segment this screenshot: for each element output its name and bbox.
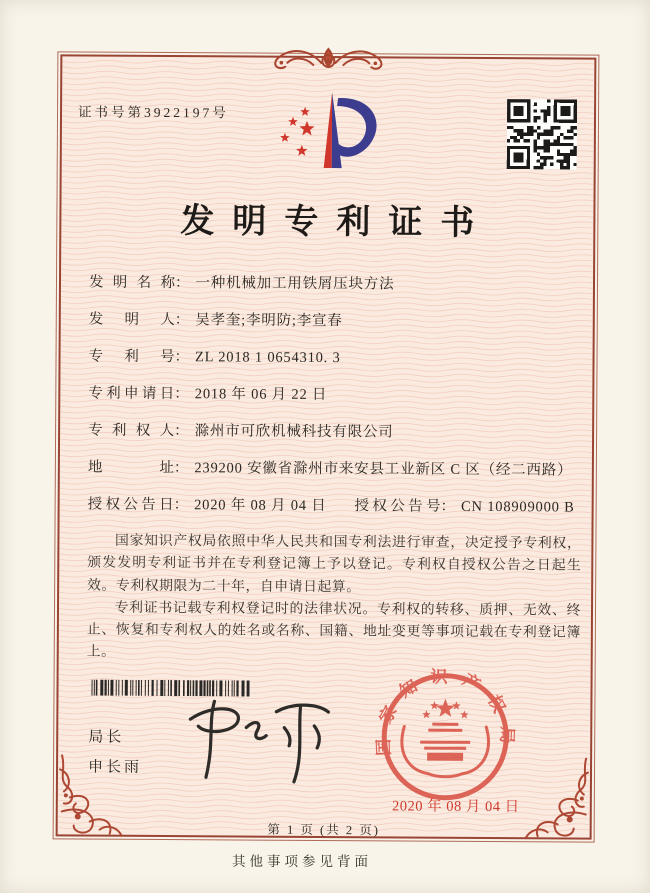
- field-value: ZL 2018 1 0654310. 3: [194, 349, 341, 367]
- field-label: 专利号: [88, 348, 175, 366]
- field-value: 一种机械加工用铁屑压块方法: [195, 275, 395, 293]
- field-label: 专利权人: [88, 422, 175, 440]
- field-row: [88, 419, 584, 443]
- officer-name: 申长雨: [87, 759, 143, 776]
- body-paragraph: 国家知识产权局依照中华人民共和国专利法进行审查，决定授予专利权，颁发发明专利证书并在专利登记簿上予以登记。专利权自授权公告之日起生效。专利权期限为二十年，自申请日起算。: [87, 532, 582, 594]
- field-value: CN 108909000 B: [461, 498, 575, 516]
- field-label: 发明名称: [88, 274, 176, 292]
- seal-ring-text: 国家知识产权局: [373, 667, 517, 758]
- field-colon: ：: [173, 460, 189, 477]
- field-row: [88, 345, 584, 369]
- field-colon: ：: [174, 349, 190, 366]
- field-list: [88, 271, 585, 517]
- field-value: 滁州市可欣机械科技有限公司: [194, 423, 394, 441]
- certificate-border-frame: [56, 54, 597, 839]
- signature-handwriting: [176, 685, 347, 798]
- field-value: 239200 安徽省滁州市来安县工业新区 C 区（经二西路）: [194, 460, 573, 479]
- field-label: 授权公告日: [87, 496, 174, 514]
- field-label: 发明人: [88, 311, 175, 329]
- certificate-title: 发明专利证书: [180, 203, 493, 243]
- certificate-number: 证书号第3922197号: [77, 104, 229, 121]
- qr-code: [507, 99, 577, 169]
- field-colon: ：: [174, 312, 190, 329]
- page-number: 第 1 页 (共 2 页): [267, 822, 380, 838]
- field-colon: ：: [440, 498, 456, 515]
- field-row: [88, 382, 584, 406]
- field-row: [88, 456, 584, 480]
- back-side-note: 其他事项参见背面: [232, 854, 372, 869]
- field-colon: ：: [174, 386, 189, 403]
- field-value: 吴孝奎;李明防;李宣春: [195, 312, 343, 330]
- field-row: [88, 493, 584, 517]
- officer-title: 局长: [88, 729, 125, 746]
- officer-block: [88, 723, 142, 783]
- cnipa-logo-icon: [268, 84, 393, 179]
- field-row: [89, 308, 585, 332]
- field-value: 2020 年 08 月 04 日: [194, 497, 327, 515]
- field-label: 地址: [87, 459, 174, 477]
- legal-paragraphs: [87, 530, 582, 667]
- seal-emblem-stars: [422, 699, 469, 719]
- field-label: 授权公告号: [354, 498, 441, 515]
- top-crest-ornament: [261, 41, 395, 78]
- field-row: [89, 271, 585, 295]
- field-colon: ：: [174, 275, 190, 292]
- field-colon: ：: [174, 423, 189, 440]
- body-paragraph: 专利证书记载专利权登记时的法律状况。专利权的转移、质押、无效、终止、恢复和专利权人的姓名或名称、国籍、地址变更等事项记载在专利登记簿上。: [86, 599, 582, 660]
- official-seal: [370, 664, 521, 815]
- seal-emblem-gate: [420, 723, 470, 761]
- certificate-content: [87, 271, 585, 667]
- field-label: 专利申请日: [88, 385, 175, 403]
- seal-date: 2020 年 08 月 04 日: [391, 798, 520, 816]
- field-value: 2018 年 06 月 22 日: [194, 386, 328, 404]
- field-colon: ：: [173, 497, 189, 514]
